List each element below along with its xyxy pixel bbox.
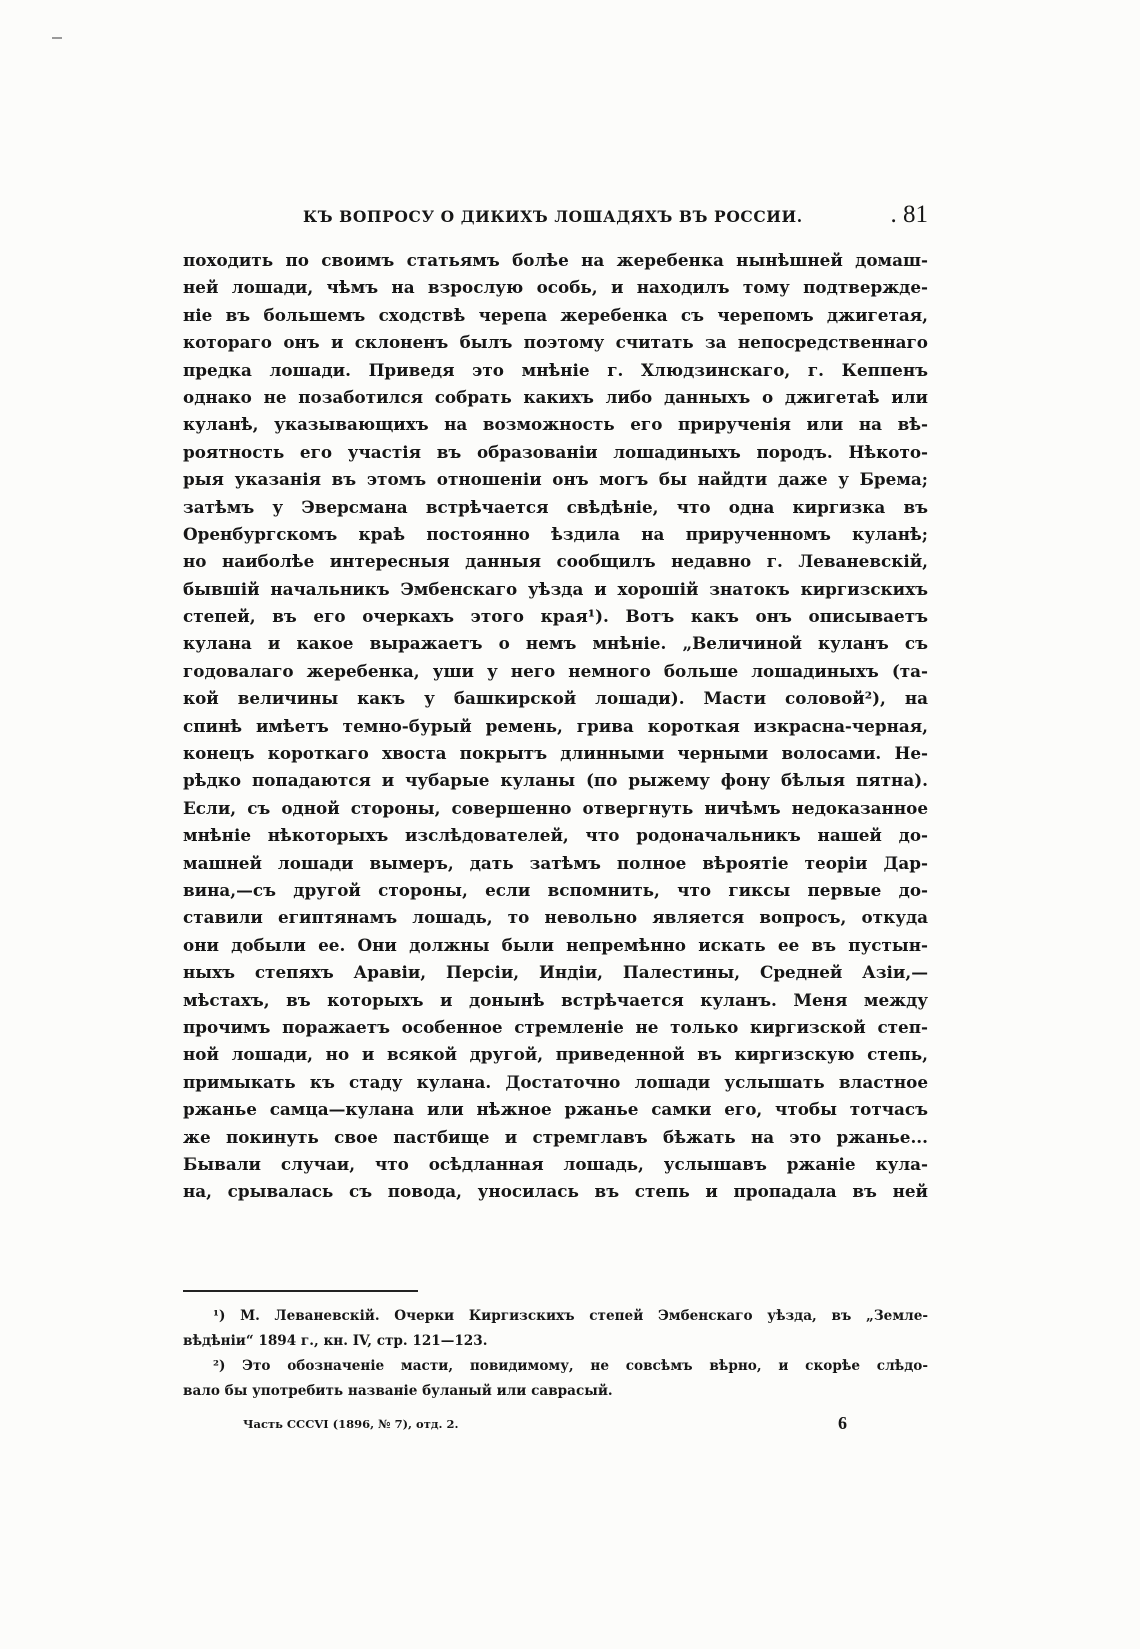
page-number: . 81 bbox=[890, 201, 928, 228]
text-line: роятность его участія въ образованіи лошадиныхъ породъ. Нѣкото- bbox=[183, 441, 928, 462]
text-line: ной лошади, но и всякой другой, приведенной въ киргизскую степь, bbox=[183, 1044, 928, 1065]
text-line: машней лошади вымеръ, дать затѣмъ полное вѣроятіе теоріи Дар- bbox=[183, 852, 928, 873]
printer-signature: Часть СССVI (1896, № 7), отд. 2. bbox=[243, 1417, 459, 1431]
text-line: кулана и какое выражаетъ о немъ мнѣніе. „Величиной куланъ съ bbox=[183, 633, 928, 654]
text-line: ніе въ большемъ сходствѣ черепа жеребенка съ черепомъ джигетая, bbox=[183, 304, 928, 325]
text-line: ржанье самца—кулана или нѣжное ржанье самки его, чтобы тотчасъ bbox=[183, 1099, 928, 1120]
text-line: затѣмъ у Эверсмана встрѣчается свѣдѣніе, что одна киргизка въ bbox=[183, 496, 928, 517]
text-line: на, срывалась съ повода, уносилась въ степь и пропадала въ ней bbox=[183, 1181, 928, 1202]
text-line: рѣдко попадаются и чубарые куланы (по рыжему фону бѣлыя пятна). bbox=[183, 770, 928, 791]
text-line: ставили египтянамъ лошадь, то невольно является вопросъ, откуда bbox=[183, 907, 928, 928]
footnote-line: вѣдѣніи“ 1894 г., кн. IV, стр. 121—123. bbox=[183, 1333, 488, 1349]
text-line: конецъ короткаго хвоста покрытъ длинными черными волосами. Не- bbox=[183, 743, 928, 764]
text-line: рыя указанія въ этомъ отношеніи онъ могъ бы найдти даже у Брема; bbox=[183, 469, 928, 490]
text-line: куланѣ, указывающихъ на возможность его прирученія или на вѣ- bbox=[183, 414, 928, 435]
footnote-line: вало бы употребить названіе буланый или саврасый. bbox=[183, 1383, 613, 1399]
page-footer bbox=[183, 1415, 928, 1439]
text-line: мнѣніе нѣкоторыхъ изслѣдователей, что родоначальникъ нашей до- bbox=[183, 825, 928, 846]
text-line: мѣстахъ, въ которыхъ и донынѣ встрѣчается куланъ. Меня между bbox=[183, 989, 928, 1010]
page-header bbox=[183, 203, 943, 235]
text-line: ныхъ степяхъ Аравіи, Персіи, Индіи, Палестины, Средней Азіи,— bbox=[183, 962, 928, 983]
text-line: вина,—съ другой стороны, если вспомнить, что гиксы первые до- bbox=[183, 879, 928, 900]
text-line: но наиболѣе интересныя данныя сообщилъ недавно г. Леваневскій, bbox=[183, 551, 928, 572]
body-text bbox=[183, 247, 928, 1206]
text-line: предка лошади. Приведя это мнѣніе г. Хлюдзинскаго, г. Кеппенъ bbox=[183, 359, 928, 380]
text-line: Если, съ одной стороны, совершенно отвергнуть ничѣмъ недоказанное bbox=[183, 797, 928, 818]
text-line: кой величины какъ у башкирской лошади). Масти соловой²), на bbox=[183, 688, 928, 709]
text-line: они добыли ее. Они должны были непремѣнно искать ее въ пустын- bbox=[183, 934, 928, 955]
running-title: КЪ ВОПРОСУ О ДИКИХЪ ЛОШАДЯХЪ ВЪ РОССИИ. bbox=[303, 207, 803, 226]
text-line: примыкать къ стаду кулана. Достаточно лошади услышать властное bbox=[183, 1071, 928, 1092]
text-line: Оренбургскомъ краѣ постоянно ѣздила на прирученномъ куланѣ; bbox=[183, 523, 928, 544]
text-line: спинѣ имѣетъ темно-бурый ремень, грива короткая изкрасна-черная, bbox=[183, 715, 928, 736]
text-line: котораго онъ и склоненъ былъ поэтому считать за непосредственнаго bbox=[183, 332, 928, 353]
footnote-line: ²) Это обозначеніе масти, повидимому, не совсѣмъ вѣрно, и скорѣе слѣдо- bbox=[213, 1358, 928, 1374]
text-line: походить по своимъ статьямъ болѣе на жеребенка нынѣшней домаш- bbox=[183, 250, 928, 270]
footnote-line: ¹) М. Леваневскій. Очерки Киргизскихъ степей Эмбенскаго уѣзда, въ „Земле- bbox=[213, 1308, 928, 1324]
footnote-divider bbox=[183, 1290, 418, 1292]
sheet-number: 6 bbox=[838, 1413, 847, 1433]
text-line: степей, въ его очеркахъ этого края¹). Вотъ какъ онъ описываетъ bbox=[183, 606, 928, 627]
text-line: же покинуть свое пастбище и стремглавъ бѣжать на это ржанье... bbox=[183, 1126, 928, 1147]
scan-edge-mark bbox=[52, 37, 62, 39]
text-line: Бывали случаи, что осѣдланная лошадь, услышавъ ржаніе кула- bbox=[183, 1153, 928, 1174]
text-line: бывшій начальникъ Эмбенскаго уѣзда и хорошій знатокъ киргизскихъ bbox=[183, 578, 928, 599]
text-line: прочимъ поражаетъ особенное стремленіе не только киргизской степ- bbox=[183, 1016, 928, 1037]
text-line: годовалаго жеребенка, уши у него немного больше лошадиныхъ (та- bbox=[183, 660, 928, 681]
text-line: однако не позаботился собрать какихъ либо данныхъ о джигетаѣ или bbox=[183, 386, 928, 407]
footnotes bbox=[183, 1304, 928, 1404]
text-line: ней лошади, чѣмъ на взрослую особь, и находилъ тому подтвержде- bbox=[183, 277, 928, 298]
